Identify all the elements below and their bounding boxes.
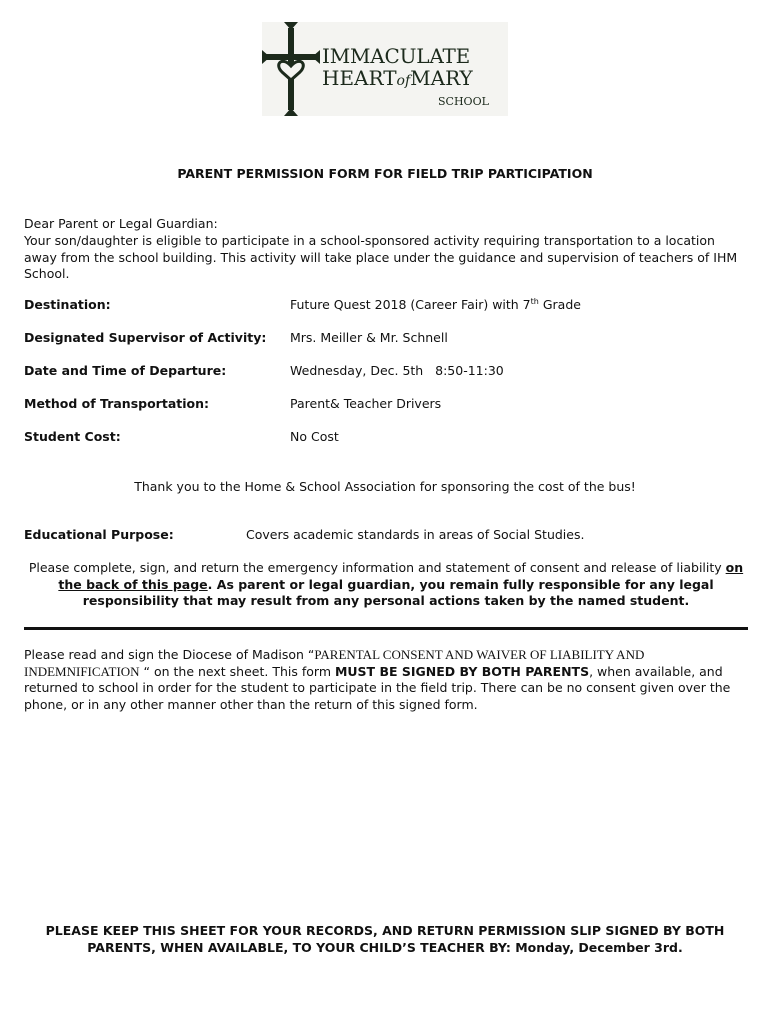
cost-row	[24, 429, 748, 447]
supervisor-row	[24, 330, 748, 348]
greeting: Dear Parent or Legal Guardian:	[24, 216, 218, 231]
departure-row	[24, 363, 748, 381]
destination-value-main: Future Quest 2018 (Career Fair) with 7	[290, 297, 531, 313]
intro-paragraph: Your son/daughter is eligible to participate in a school-sponsored activity requiring transportation to a location away from the school building. This activity will take place under the guidance and supervision of teachers of IHM School.	[24, 233, 738, 281]
logo-word-heart-of-mary	[322, 66, 473, 90]
diocese-paragraph	[24, 647, 748, 713]
diocese-text-2: “ on the next sheet. This form	[139, 663, 335, 679]
departure-label: Date and Time of Departure:	[24, 363, 227, 378]
cost-label: Student Cost:	[24, 429, 121, 444]
transport-label: Method of Transportation:	[24, 396, 210, 411]
logo-word-heart: HEART	[322, 66, 397, 90]
thanks-note: Thank you to the Home & School Association for sponsoring the cost of the bus!	[134, 479, 636, 494]
cost-value: No Cost	[290, 429, 339, 444]
diocese-text-3: , when available, and returned to school in order for the student to participate in the field trip. There can be no consent given over the phone, or in any other manner other than the return of this signed form.	[24, 663, 731, 712]
divider	[24, 627, 748, 630]
supervisor-label: Designated Supervisor of Activity:	[24, 330, 267, 345]
instructions-paragraph	[22, 560, 750, 610]
destination-value-grade: Grade	[538, 297, 581, 313]
both-parents-text: MUST BE SIGNED BY BOTH PARENTS	[334, 663, 590, 679]
purpose-label: Educational Purpose:	[24, 527, 174, 542]
diocese-text-1: Please read and sign the Diocese of Madison “	[24, 647, 315, 662]
logo-word-school: SCHOOL	[438, 95, 489, 108]
transport-value: Parent& Teacher Drivers	[290, 396, 442, 411]
footer-notice: PLEASE KEEP THIS SHEET FOR YOUR RECORDS, AND RETURN PERMISSION SLIP SIGNED BY BOTH PARENTS, WHEN AVAILABLE, TO YOUR CHILD’S TEACHER BY: Monday, December 3rd.	[45, 923, 725, 955]
destination-label: Destination:	[24, 297, 111, 312]
school-logo	[262, 22, 508, 116]
responsibility-text: . As parent or legal guardian, you remain fully responsible for any legal responsibility that may result from any personal actions taken by the named student.	[82, 576, 714, 608]
transport-row	[24, 396, 748, 414]
departure-value: Wednesday, Dec. 5th 8:50-11:30	[290, 363, 504, 378]
logo-word-of: of	[396, 73, 411, 89]
logo-word-mary: MARY	[410, 66, 473, 90]
logo-word-immaculate: IMMACULATE	[322, 44, 471, 68]
destination-value-sup: th	[530, 297, 539, 306]
destination-row	[24, 297, 748, 315]
supervisor-value: Mrs. Meiller & Mr. Schnell	[290, 330, 448, 345]
destination-value	[290, 297, 581, 312]
instructions-text: Please complete, sign, and return the emergency information and statement of consent and release of liability	[28, 560, 726, 575]
purpose-value: Covers academic standards in areas of Social Studies.	[246, 527, 585, 542]
waiver-title: PARENTAL CONSENT AND WAIVER OF LIABILITY AND INDEMNIFICATION	[24, 647, 645, 679]
form-title: PARENT PERMISSION FORM FOR FIELD TRIP PARTICIPATION	[177, 166, 593, 181]
purpose-row	[24, 527, 748, 545]
back-of-page-text: on the back of this page	[58, 560, 744, 592]
